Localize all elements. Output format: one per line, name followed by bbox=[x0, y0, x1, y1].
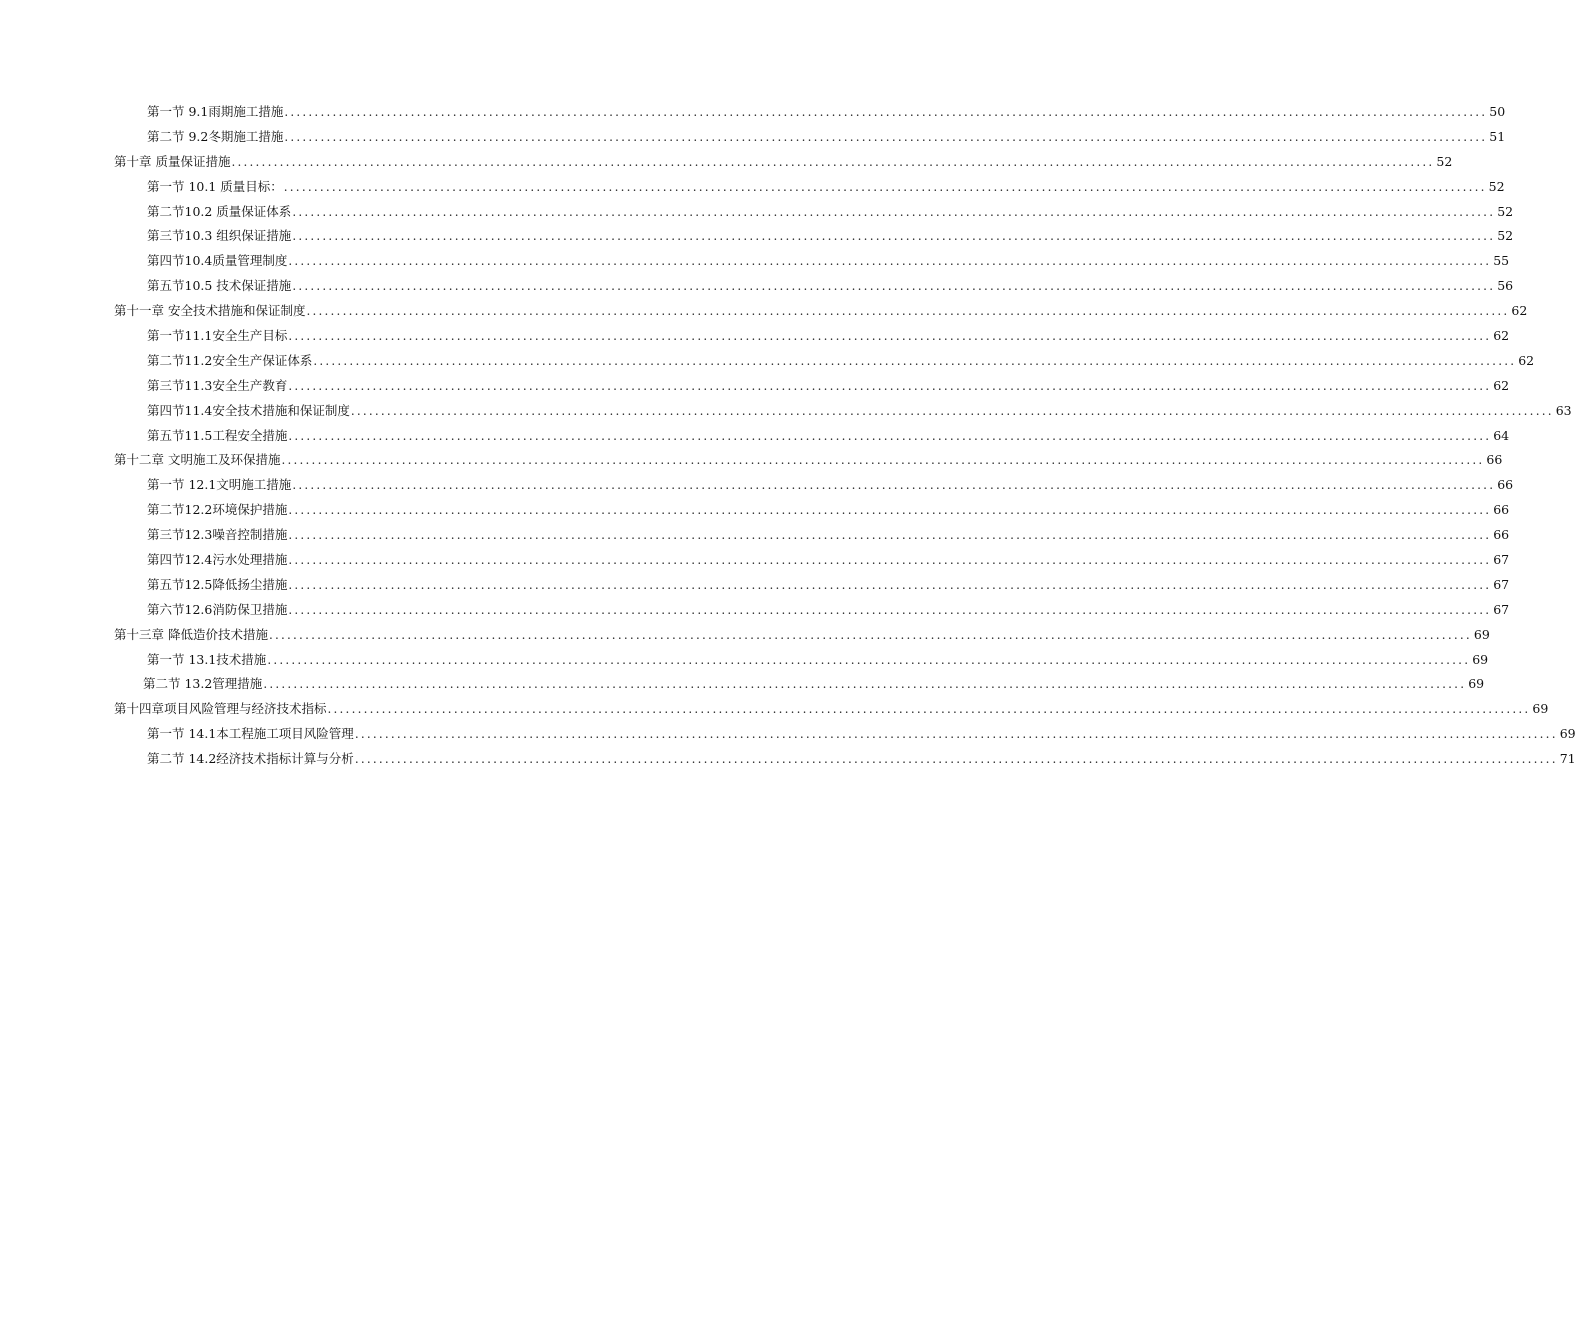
toc-entry-title: 第五节11.5工程安全措施 bbox=[147, 427, 288, 443]
toc-entry-title: 第二节12.2环境保护措施 bbox=[147, 502, 288, 518]
toc-section-entry bbox=[114, 648, 1489, 673]
table-of-contents bbox=[114, 100, 1576, 772]
toc-entry-title: 第十二章 文明施工及环保措施 bbox=[114, 452, 281, 468]
toc-page-number: 55 bbox=[1493, 253, 1510, 269]
toc-dot-leader: ........................................................................................................................................................................................................ bbox=[292, 229, 1496, 244]
toc-page-number: 52 bbox=[1497, 203, 1514, 219]
toc-page-number: 69 bbox=[1472, 651, 1489, 667]
toc-page-number: 69 bbox=[1468, 676, 1485, 692]
toc-dot-leader: ........................................................................................................................................................................................................ bbox=[288, 602, 1492, 617]
toc-page-number: 52 bbox=[1436, 153, 1453, 169]
toc-entry-title: 第十三章 降低造价技术措施 bbox=[114, 626, 268, 642]
toc-entry-title: 第一节11.1安全生产目标 bbox=[147, 328, 288, 344]
toc-chapter-entry bbox=[114, 448, 1503, 473]
toc-page-number: 69 bbox=[1559, 726, 1576, 742]
toc-entry-title: 第二节11.2安全生产保证体系 bbox=[147, 352, 313, 368]
toc-entry-title: 第六节12.6消防保卫措施 bbox=[147, 601, 288, 617]
toc-dot-leader: ........................................................................................................................................................................................................ bbox=[284, 105, 1488, 119]
toc-entry-title: 第十章 质量保证措施 bbox=[114, 153, 231, 169]
toc-section-entry bbox=[114, 747, 1576, 772]
toc-section-entry bbox=[114, 424, 1510, 449]
toc-dot-leader: ........................................................................................................................................................................................................ bbox=[288, 378, 1492, 393]
toc-dot-leader: ........................................................................................................................................................................................................ bbox=[292, 279, 1496, 294]
toc-section-entry bbox=[114, 349, 1535, 374]
toc-entry-title: 第十一章 安全技术措施和保证制度 bbox=[114, 303, 306, 319]
toc-section-entry bbox=[114, 374, 1510, 399]
toc-page-number: 67 bbox=[1493, 552, 1510, 568]
toc-entry-title: 第一节 14.1本工程施工项目风险管理 bbox=[147, 726, 354, 742]
toc-page-number: 52 bbox=[1488, 178, 1505, 194]
toc-dot-leader: ........................................................................................................................................................................................................ bbox=[292, 204, 1496, 219]
toc-dot-leader: ........................................................................................................................................................................................................ bbox=[263, 677, 1467, 692]
toc-section-entry bbox=[114, 399, 1572, 424]
toc-dot-leader: ........................................................................................................................................................................................................ bbox=[292, 478, 1496, 493]
toc-dot-leader: ........................................................................................................................................................................................................ bbox=[283, 179, 1487, 194]
toc-entry-title: 第二节 13.2管理措施 bbox=[143, 676, 263, 692]
toc-section-entry bbox=[114, 249, 1510, 274]
toc-dot-leader: ........................................................................................................................................................................................................ bbox=[327, 702, 1531, 717]
toc-page-number: 66 bbox=[1497, 477, 1514, 493]
toc-section-entry bbox=[114, 548, 1510, 573]
toc-page-number: 64 bbox=[1493, 427, 1510, 443]
toc-dot-leader: ........................................................................................................................................................................................................ bbox=[288, 329, 1492, 344]
toc-dot-leader: ........................................................................................................................................................................................................ bbox=[313, 353, 1517, 368]
toc-page-number: 56 bbox=[1497, 278, 1514, 294]
toc-section-entry bbox=[114, 224, 1514, 249]
toc-page-number: 62 bbox=[1518, 352, 1535, 368]
toc-section-entry bbox=[114, 598, 1510, 623]
toc-entry-title: 第四节10.4质量管理制度 bbox=[147, 253, 288, 269]
toc-page-number: 66 bbox=[1493, 502, 1510, 518]
toc-dot-leader: ........................................................................................................................................................................................................ bbox=[288, 577, 1492, 592]
toc-section-entry bbox=[114, 100, 1506, 125]
toc-entry-title: 第一节 10.1 质量目标： bbox=[147, 178, 283, 194]
toc-page-number: 66 bbox=[1486, 452, 1503, 468]
toc-page-number: 66 bbox=[1493, 527, 1510, 543]
toc-section-entry bbox=[114, 175, 1505, 200]
toc-section-entry bbox=[114, 523, 1510, 548]
toc-page-number: 67 bbox=[1493, 601, 1510, 617]
toc-entry-title: 第四节11.4安全技术措施和保证制度 bbox=[147, 402, 350, 418]
toc-page-number: 50 bbox=[1489, 104, 1506, 119]
toc-entry-title: 第五节10.5 技术保证措施 bbox=[147, 278, 292, 294]
toc-section-entry bbox=[114, 473, 1514, 498]
toc-entry-title: 第三节11.3安全生产教育 bbox=[147, 377, 288, 393]
toc-dot-leader: ........................................................................................................................................................................................................ bbox=[231, 154, 1435, 169]
toc-page-number: 51 bbox=[1489, 128, 1506, 144]
toc-entry-title: 第一节 13.1技术措施 bbox=[147, 651, 267, 667]
toc-dot-leader: ........................................................................................................................................................................................................ bbox=[288, 428, 1492, 443]
toc-chapter-entry bbox=[114, 697, 1549, 722]
toc-section-entry bbox=[114, 200, 1514, 225]
toc-dot-leader: ........................................................................................................................................................................................................ bbox=[281, 453, 1485, 468]
toc-entry-title: 第五节12.5降低扬尘措施 bbox=[147, 576, 288, 592]
toc-entry-title: 第三节12.3噪音控制措施 bbox=[147, 527, 288, 543]
toc-section-entry bbox=[114, 498, 1510, 523]
toc-section-entry bbox=[114, 125, 1506, 150]
toc-page-number: 52 bbox=[1497, 228, 1514, 244]
toc-dot-leader: ........................................................................................................................................................................................................ bbox=[354, 727, 1558, 742]
toc-entry-title: 第二节 9.2冬期施工措施 bbox=[147, 128, 284, 144]
toc-dot-leader: ........................................................................................................................................................................................................ bbox=[288, 254, 1492, 269]
toc-dot-leader: ........................................................................................................................................................................................................ bbox=[288, 553, 1492, 568]
toc-entry-title: 第一节 9.1雨期施工措施 bbox=[147, 104, 284, 119]
toc-section-entry bbox=[114, 672, 1485, 697]
toc-section-entry bbox=[114, 573, 1510, 598]
toc-page-number: 71 bbox=[1559, 751, 1576, 767]
toc-entry-title: 第四节12.4污水处理措施 bbox=[147, 552, 288, 568]
toc-dot-leader: ........................................................................................................................................................................................................ bbox=[288, 503, 1492, 518]
toc-chapter-entry bbox=[114, 623, 1490, 648]
toc-page-number: 63 bbox=[1555, 402, 1572, 418]
toc-dot-leader: ........................................................................................................................................................................................................ bbox=[268, 627, 1472, 642]
toc-dot-leader: ........................................................................................................................................................................................................ bbox=[288, 528, 1492, 543]
toc-entry-title: 第一节 12.1文明施工措施 bbox=[147, 477, 292, 493]
toc-page-number: 62 bbox=[1493, 328, 1510, 344]
toc-page-number: 69 bbox=[1532, 701, 1549, 717]
toc-section-entry bbox=[114, 722, 1576, 747]
toc-entry-title: 第二节10.2 质量保证体系 bbox=[147, 203, 292, 219]
toc-chapter-entry bbox=[114, 299, 1528, 324]
toc-section-entry bbox=[114, 324, 1510, 349]
toc-page-number: 62 bbox=[1511, 303, 1528, 319]
toc-dot-leader: ........................................................................................................................................................................................................ bbox=[306, 304, 1510, 319]
toc-section-entry bbox=[114, 274, 1514, 299]
toc-chapter-entry bbox=[114, 150, 1453, 175]
toc-entry-title: 第二节 14.2经济技术指标计算与分析 bbox=[147, 751, 354, 767]
toc-entry-title: 第三节10.3 组织保证措施 bbox=[147, 228, 292, 244]
toc-page-number: 67 bbox=[1493, 576, 1510, 592]
toc-page-number: 69 bbox=[1473, 626, 1490, 642]
toc-entry-title: 第十四章项目风险管理与经济技术指标 bbox=[114, 701, 327, 717]
toc-dot-leader: ........................................................................................................................................................................................................ bbox=[350, 403, 1554, 418]
toc-dot-leader: ........................................................................................................................................................................................................ bbox=[284, 129, 1488, 144]
toc-page-number: 62 bbox=[1493, 377, 1510, 393]
toc-dot-leader: ........................................................................................................................................................................................................ bbox=[267, 652, 1471, 667]
toc-dot-leader: ........................................................................................................................................................................................................ bbox=[354, 752, 1558, 767]
